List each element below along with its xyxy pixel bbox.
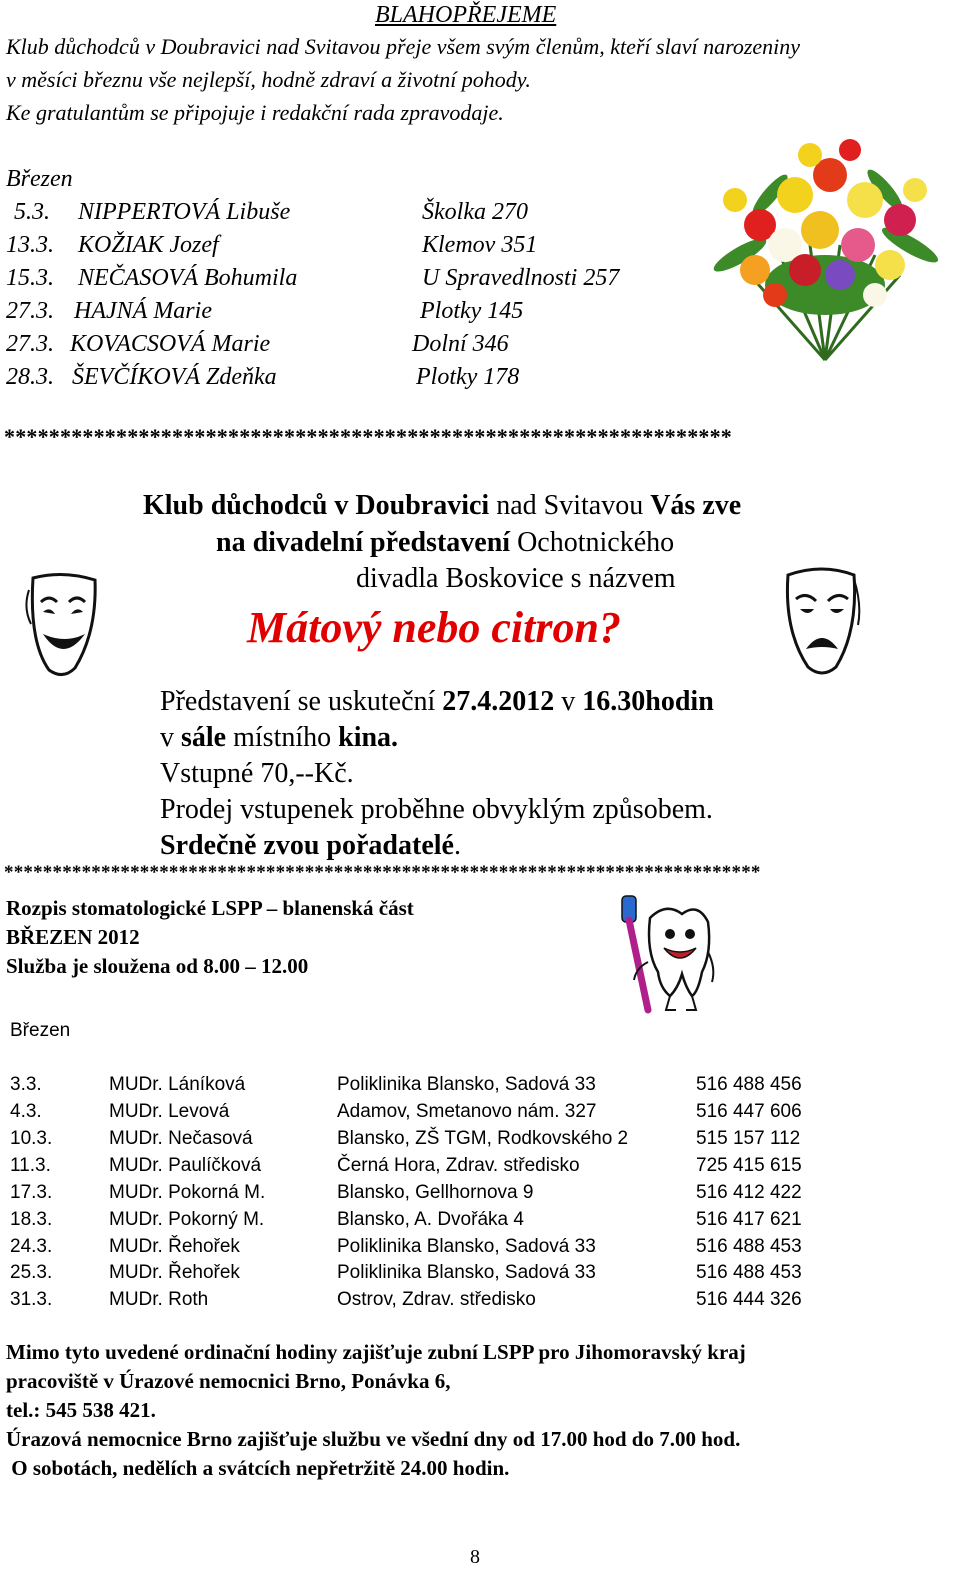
table-row: [0, 1155, 960, 1179]
dental-month-year: BŘEZEN 2012: [6, 925, 140, 949]
birthday-intro-line-3: Ke gratulantům se připojuje i redakční rada zpravodaje.: [6, 100, 504, 125]
birthday-name: NIPPERTOVÁ Libuše: [78, 199, 291, 225]
table-row: [0, 1209, 960, 1233]
birthday-name: ŠEVČÍKOVÁ Zdeňka: [72, 364, 277, 390]
duty-place: Blansko, A. Dvořáka 4: [337, 1209, 524, 1230]
duty-phone: 516 412 422: [696, 1182, 802, 1203]
invitation-place: nad Svitavou: [489, 490, 651, 521]
duty-date: 24.3.: [10, 1236, 53, 1257]
birthday-date: 5.3.: [14, 199, 50, 225]
table-row: [0, 1236, 960, 1260]
emergency-note-line-2: pracoviště v Úrazové nemocnici Brno, Ponávka 6,: [6, 1369, 451, 1393]
dental-hours: Služba je sloužena od 8.00 – 12.00: [6, 954, 309, 978]
duty-phone: 516 488 456: [696, 1074, 802, 1095]
birthday-name: KOŽIAK Jozef: [78, 232, 219, 258]
duty-place: Poliklinika Blansko, Sadová 33: [337, 1074, 596, 1095]
organizers-text: Srdečně zvou pořadatelé: [160, 830, 454, 861]
table-row: [0, 1101, 960, 1125]
separator-stars-2: ******************************************************************************: [4, 862, 761, 883]
venue-local: místního: [226, 722, 339, 753]
duty-doctor: MUDr. Řehořek: [109, 1262, 240, 1283]
invitation-invites: Vás zve: [650, 490, 742, 521]
emergency-weekend-hours: O sobotách, nedělích a svátcích nepřetržitě 24.00 hodin.: [6, 1456, 510, 1480]
event-intro: Představení se uskuteční: [160, 686, 443, 717]
duty-phone: 515 157 112: [696, 1128, 801, 1149]
tragedy-mask-icon: [782, 565, 862, 680]
birthday-intro-line-2: v měsíci březnu vše nejlepší, hodně zdraví a životní pohody.: [6, 67, 531, 92]
duty-date: 11.3.: [10, 1155, 51, 1176]
dental-heading: Rozpis stomatologické LSPP – blanenská část: [6, 896, 414, 920]
duty-date: 10.3.: [10, 1128, 53, 1149]
duty-phone: 516 488 453: [696, 1236, 802, 1257]
emergency-weekday-hours: Úrazová nemocnice Brno zajišťuje službu ve všední dny od 17.00 hod do 7.00 hod.: [6, 1427, 741, 1451]
duty-place: Poliklinika Blansko, Sadová 33: [337, 1262, 596, 1283]
birthday-address: Plotky 178: [416, 364, 520, 390]
birthday-name: HAJNÁ Marie: [74, 298, 212, 324]
duty-phone: 516 417 621: [696, 1209, 802, 1230]
birthday-date: 27.3.: [6, 331, 54, 357]
birthday-title: BLAHOPŘEJEME: [375, 2, 557, 28]
venue-hall: sále: [181, 722, 227, 753]
event-date: 27.4.2012: [442, 686, 555, 717]
invitation-line-2: [216, 527, 674, 559]
duty-doctor: MUDr. Paulíčková: [109, 1155, 262, 1176]
birthday-date: 28.3.: [6, 364, 54, 390]
birthday-intro-line-1: Klub důchodců v Doubravici nad Svitavou přeje všem svým členům, kteří slaví narozeniny: [6, 34, 801, 59]
play-title: Mátový nebo citron?: [247, 603, 621, 652]
duty-date: 3.3.: [10, 1074, 42, 1095]
duty-doctor: MUDr. Řehořek: [109, 1236, 240, 1257]
organizers-period: .: [453, 830, 461, 861]
birthday-date: 27.3.: [6, 298, 54, 324]
duty-place: Blansko, Gellhornova 9: [337, 1182, 534, 1203]
duty-doctor: MUDr. Levová: [109, 1101, 230, 1122]
birthday-address: Plotky 145: [420, 298, 524, 324]
duty-date: 17.3.: [10, 1182, 53, 1203]
duty-doctor: MUDr. Pokorný M.: [109, 1209, 265, 1230]
flower-bouquet-icon: [700, 135, 950, 365]
tooth-toothbrush-icon: [608, 892, 718, 1017]
table-row: [0, 1289, 960, 1313]
invitation-company: Ochotnického: [510, 527, 675, 558]
duty-phone: 516 488 453: [696, 1262, 802, 1283]
venue-prefix: v: [160, 722, 181, 753]
birthday-month: Březen: [6, 166, 73, 192]
birthday-address: Klemov 351: [422, 232, 538, 258]
page-number: 8: [470, 1546, 480, 1568]
birthday-address: Dolní 346: [412, 331, 509, 357]
dental-month-label: Březen: [10, 1020, 71, 1041]
venue-cinema: kina.: [338, 722, 399, 753]
comedy-mask-icon: [25, 572, 100, 682]
duty-date: 31.3.: [10, 1289, 53, 1310]
ticket-sale-note: Prodej vstupenek proběhne obvyklým způsobem.: [160, 794, 713, 825]
duty-place: Blansko, ZŠ TGM, Rodkovského 2: [337, 1128, 629, 1149]
invitation-line-3: divadla Boskovice s názvem: [356, 563, 676, 594]
duty-place: Poliklinika Blansko, Sadová 33: [337, 1236, 596, 1257]
duty-phone: 516 447 606: [696, 1101, 802, 1122]
duty-date: 25.3.: [10, 1262, 53, 1283]
separator-stars: *****************************************************************: [4, 424, 732, 449]
table-row: [0, 1262, 960, 1286]
duty-doctor: MUDr. Láníková: [109, 1074, 246, 1095]
organizers-invite: [160, 830, 461, 862]
table-row: [0, 1128, 960, 1152]
invitation-line-4: [160, 686, 714, 718]
table-row: [0, 1182, 960, 1206]
birthday-date: 13.3.: [6, 232, 54, 258]
duty-date: 18.3.: [10, 1209, 53, 1230]
invitation-line-5: [160, 722, 398, 754]
duty-doctor: MUDr. Roth: [109, 1289, 209, 1310]
invitation-club: Klub důchodců v Doubravici: [143, 490, 490, 521]
birthday-address: U Spravedlnosti 257: [422, 265, 620, 291]
emergency-phone: tel.: 545 538 421.: [6, 1398, 156, 1422]
duty-phone: 516 444 326: [696, 1289, 802, 1310]
birthday-address: Školka 270: [422, 199, 528, 225]
invitation-performance: na divadelní představení: [216, 527, 511, 558]
birthday-name: NEČASOVÁ Bohumila: [78, 265, 298, 291]
birthday-date: 15.3.: [6, 265, 54, 291]
event-time: 16.30hodin: [582, 686, 714, 717]
duty-place: Ostrov, Zdrav. středisko: [337, 1289, 536, 1310]
table-row: [0, 1074, 960, 1098]
invitation-line-1: [143, 490, 741, 522]
duty-phone: 725 415 615: [696, 1155, 802, 1176]
duty-place: Adamov, Smetanovo nám. 327: [337, 1101, 597, 1122]
duty-doctor: MUDr. Pokorná M.: [109, 1182, 266, 1203]
duty-date: 4.3.: [10, 1101, 42, 1122]
admission-price: Vstupné 70,--Kč.: [160, 758, 354, 789]
event-at: v: [554, 686, 583, 717]
birthday-name: KOVACSOVÁ Marie: [70, 331, 271, 357]
duty-doctor: MUDr. Nečasová: [109, 1128, 253, 1149]
emergency-note-line-1: Mimo tyto uvedené ordinační hodiny zajišťuje zubní LSPP pro Jihomoravský kraj: [6, 1340, 746, 1364]
duty-place: Černá Hora, Zdrav. středisko: [337, 1155, 580, 1176]
